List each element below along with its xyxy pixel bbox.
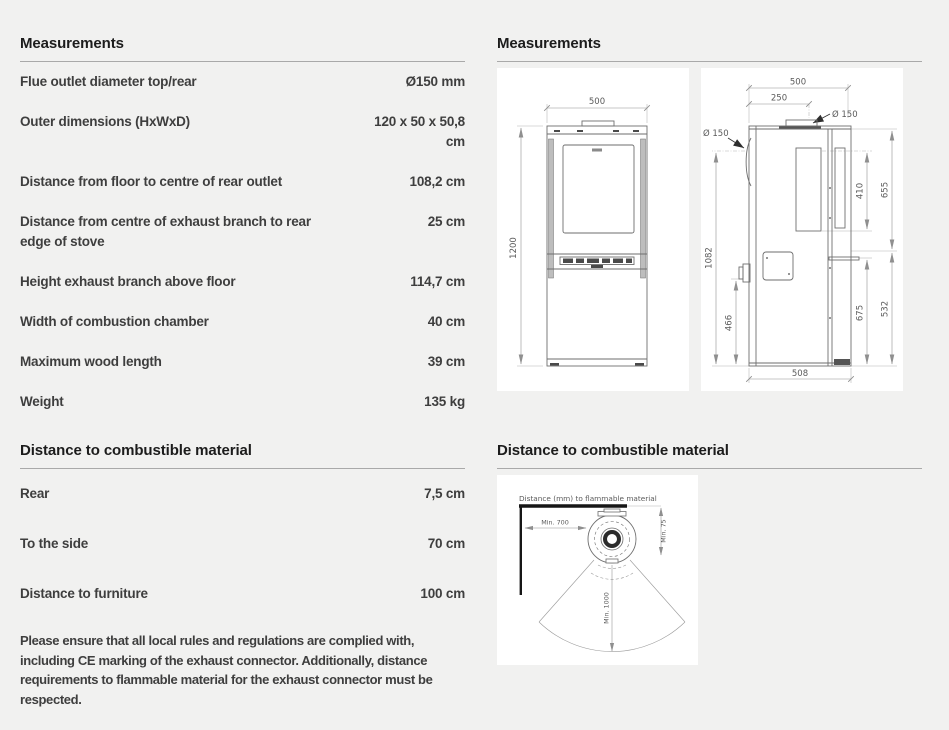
dim-side-upper-right: 655 bbox=[880, 181, 891, 199]
spec-value: 70 cm bbox=[427, 536, 465, 551]
side-view-drawing bbox=[701, 68, 903, 386]
measurements-heading-left: Measurements bbox=[20, 35, 465, 62]
spec-row bbox=[20, 262, 465, 302]
spec-row bbox=[20, 162, 465, 202]
spec-row bbox=[20, 382, 465, 422]
front-view-panel bbox=[497, 68, 689, 391]
spec-value: 25 cm bbox=[427, 214, 465, 229]
dim-side-front-lower: 675 bbox=[855, 304, 866, 322]
spec-label: Maximum wood length bbox=[20, 354, 162, 369]
dim-side-rear-lower: 466 bbox=[724, 314, 735, 332]
spec-label: Weight bbox=[20, 394, 64, 409]
front-dimension-lines bbox=[521, 108, 647, 364]
spec-label: Rear bbox=[20, 486, 50, 501]
top-view-panel bbox=[497, 475, 698, 665]
spec-label: Distance from floor to centre of rear outlet bbox=[20, 174, 282, 189]
leader-rear-outlet bbox=[728, 138, 744, 148]
spec-row bbox=[20, 519, 465, 569]
section-distances-right bbox=[497, 442, 922, 665]
spec-row bbox=[20, 469, 465, 519]
dim-side-depth: 508 bbox=[791, 369, 809, 379]
measurement-drawings bbox=[497, 68, 922, 391]
front-view-drawing bbox=[497, 68, 689, 386]
spec-label: Distance from centre of exhaust branch to rear edge of stove bbox=[20, 214, 311, 249]
wall-lines bbox=[519, 506, 627, 595]
front-extension-lines bbox=[517, 104, 647, 366]
spec-label: Flue outlet diameter top/rear bbox=[20, 74, 197, 89]
distances-heading-left: Distance to combustible material bbox=[20, 442, 465, 469]
dim-side-top-width: 500 bbox=[789, 77, 807, 88]
dim-side-lower-right: 532 bbox=[880, 300, 891, 318]
spec-row bbox=[20, 202, 465, 262]
front-stove-details bbox=[550, 130, 644, 366]
spec-label: To the side bbox=[20, 536, 89, 551]
spec-value: 135 kg bbox=[424, 394, 465, 409]
side-dimension-lines bbox=[716, 88, 892, 379]
top-view-title: Distance (mm) to flammable material bbox=[519, 494, 657, 503]
stove-top-view bbox=[588, 509, 636, 563]
spec-value: 39 cm bbox=[427, 354, 465, 369]
spec-label: Width of combustion chamber bbox=[20, 314, 209, 329]
dim-side-rear-height: 1082 bbox=[704, 247, 715, 269]
side-stove-outline bbox=[739, 120, 859, 366]
dim-front-height: 1200 bbox=[509, 237, 519, 259]
dim-front-min: Min. 1000 bbox=[602, 592, 611, 624]
spec-value: 100 cm bbox=[420, 586, 465, 601]
spec-value: Ø150 mm bbox=[405, 74, 465, 89]
top-view-drawing bbox=[497, 475, 698, 660]
spec-label: Height exhaust branch above floor bbox=[20, 274, 236, 289]
spec-value: 40 cm bbox=[427, 314, 465, 329]
dim-side-window-height: 410 bbox=[855, 182, 866, 200]
distances-heading-right: Distance to combustible material bbox=[497, 442, 922, 469]
spec-value: 114,7 cm bbox=[410, 274, 465, 289]
dim-side-flue-offset: 250 bbox=[770, 93, 788, 104]
side-view-panel bbox=[701, 68, 903, 391]
leader-top-outlet bbox=[813, 114, 830, 123]
spec-row bbox=[20, 102, 465, 162]
spec-row bbox=[20, 342, 465, 382]
spec-value: 7,5 cm bbox=[424, 486, 465, 501]
spec-row bbox=[20, 569, 465, 619]
spec-label: Distance to furniture bbox=[20, 586, 148, 601]
compliance-note: Please ensure that all local rules and regulations are complied with, including CE marking of the exhaust connector. Additionally, distance requirements to flammable material for the exhaust connector must be respected. bbox=[20, 633, 433, 707]
dim-front-width: 500 bbox=[588, 97, 606, 107]
measurements-table bbox=[20, 62, 465, 422]
front-stove-outline bbox=[547, 121, 647, 366]
spec-label: Outer dimensions (HxWxD) bbox=[20, 114, 190, 129]
top-view-dimension-lines bbox=[525, 508, 661, 651]
distance-drawings bbox=[497, 475, 922, 665]
spec-value: 120 x 50 x 50,8 cm bbox=[374, 114, 465, 149]
dim-rear-min: Min. 75 bbox=[659, 519, 668, 543]
spec-value: 108,2 cm bbox=[409, 174, 465, 189]
dim-side-top-outlet: Ø 150 bbox=[832, 110, 858, 120]
spec-row bbox=[20, 302, 465, 342]
section-distances-left bbox=[20, 442, 465, 722]
brand-logo-mark bbox=[592, 149, 602, 152]
measurements-heading-right: Measurements bbox=[497, 35, 922, 62]
distances-table bbox=[20, 469, 465, 619]
spec-row bbox=[20, 62, 465, 102]
section-measurements-left bbox=[20, 35, 465, 422]
section-measurements-right bbox=[497, 35, 922, 391]
dim-side-min: Min. 700 bbox=[541, 518, 569, 527]
dim-side-rear-outlet: Ø 150 bbox=[703, 129, 729, 139]
